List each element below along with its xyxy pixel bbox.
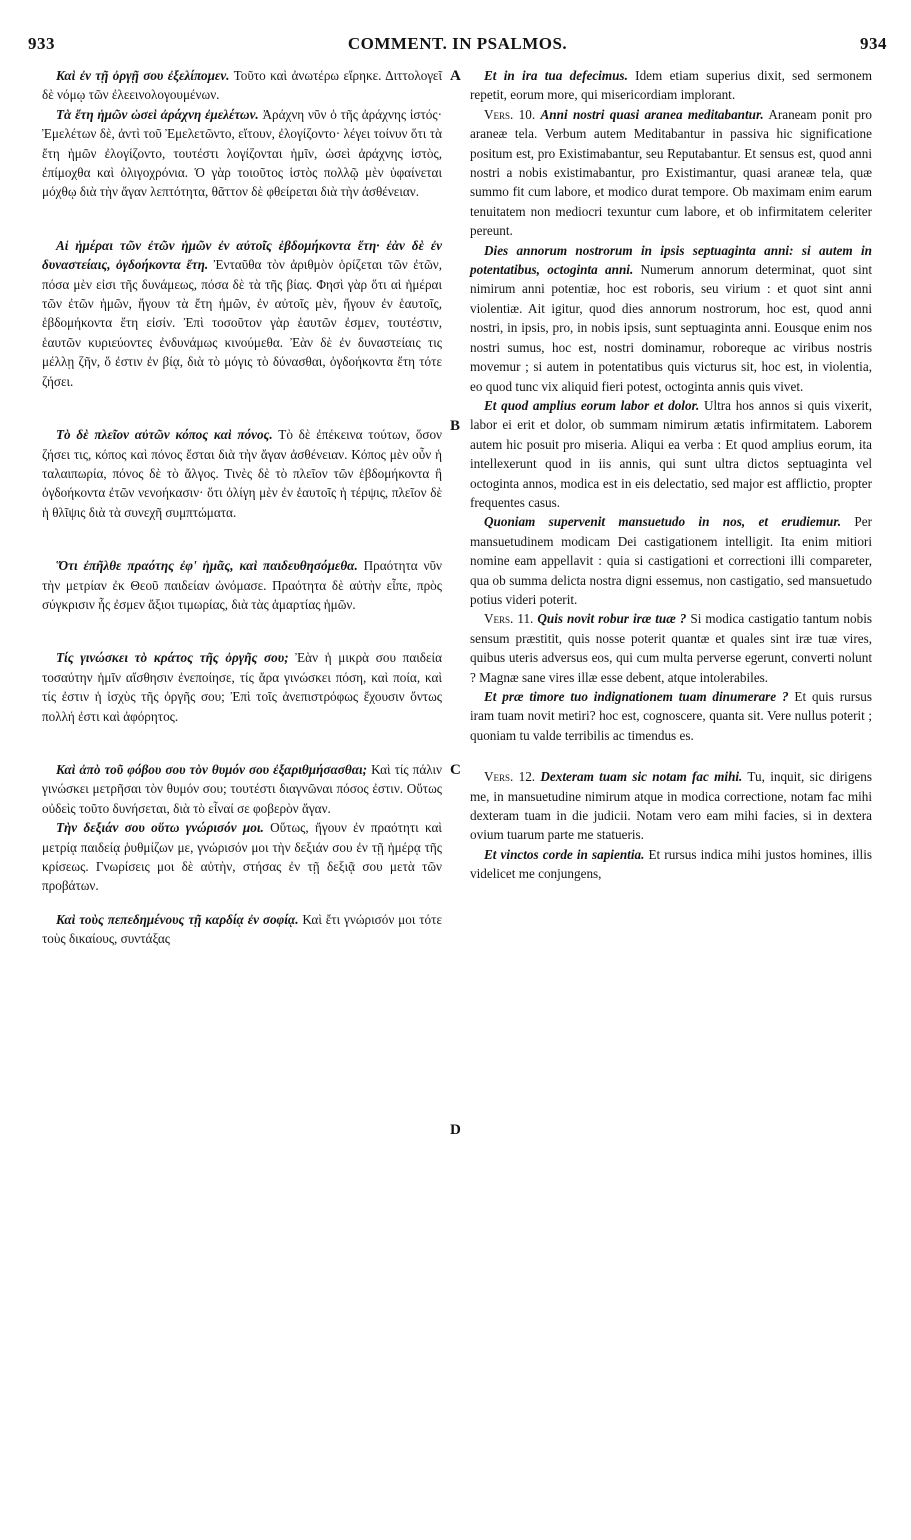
greek-paragraph: [42, 556, 442, 614]
verse-number: Vers. 12.: [484, 769, 536, 785]
latin-paragraph: [470, 767, 872, 845]
latin-lemma: Et vinctos corde in sapientia.: [484, 846, 645, 862]
latin-lemma: Et præ timore tuo indignationem tuam dinumerare ?: [484, 689, 789, 704]
greek-paragraph: [42, 66, 442, 105]
running-title: COMMENT. IN PSALMOS.: [347, 34, 568, 53]
greek-lemma: Καὶ ἐν τῇ ὀργῇ σου ἐξελίπομεν.: [56, 68, 230, 83]
latin-commentary: Et quis rursus iram tuam novit metiri? hoc est, cognoscere, quanta sit. Vere nullus poterit ; quoniam tu valde terribilis ac timendus es.: [470, 689, 872, 743]
greek-commentary: Καὶ ἔτι γνώρισόν μοι τότε τοὺς δικαίους, συντάξας: [42, 911, 442, 947]
latin-lemma: Quoniam supervenit mansuetudo in nos, et erudiemur.: [484, 514, 842, 530]
greek-commentary: Ἀράχνη νῦν ὁ τῆς ἀράχνης ἱστός· Ἐμελέτων δὲ, ἀντὶ τοῦ Ἐμελετῶντο, εἴτουν, ἐλογίζοντο· λέγει τοίνυν ὅτι τὰ ἔτη ἡμῶν ἐλογίζοντο, τουτέστι λογίζονται ἡμῖν, ὡσεὶ ἀράχνης ἱστὸς, ἐπίμοχθα καὶ ὀλιγοχρόνια. Ὁ γὰρ τοιοῦτος ἱστὸς πολλῷ μὲν ὑφαίνεται μόχθῳ διὰ τὴν ἄγαν λεπτότητα, θᾶττον δὲ φθείρεται διὰ τὴν ἀσθένειαν.: [42, 106, 442, 200]
greek-paragraph: [42, 236, 442, 391]
latin-lemma: Anni nostri quasi aranea meditabantur.: [540, 106, 764, 122]
page-header: [28, 34, 887, 58]
greek-paragraph: [42, 760, 442, 818]
latin-commentary: Ultra hos annos si quis vixerit, labor ei erit et dolor, ob summam nimirum ætatis infirmitatem. Laborem autem hic posuit pro miseria. Aliqui ea verba : Et quod amplius eorum, ita intellexerunt quod in iis annis, qui sunt ultra dictos septuaginta vel octoginta annos, modica est in eis delectatio, sed major est afflictio, propter frequentes casus.: [470, 397, 872, 510]
greek-commentary: Ἐὰν ἡ μικρὰ σου παιδεία τοσαύτην ἡμῖν αἴσθησιν ἐνεποίησε, τίς ἄρα γινώσκει πόση, καὶ ποία, καὶ τίς ἐστιν ἡ ἰσχὺς τῆς ὀργῆς σου; Ἐπὶ τοῖς ἀνεπιστρόφως ἔχουσιν ὄντως πολλή ἐστι καὶ ἀφόρητος.: [42, 650, 442, 724]
greek-paragraph: [42, 648, 442, 726]
latin-lemma: Et quod amplius eorum labor et dolor.: [484, 397, 700, 413]
greek-lemma: Τίς γινώσκει τὸ κράτος τῆς ὀργῆς σου;: [56, 650, 289, 666]
latin-paragraph: [470, 105, 872, 241]
latin-paragraph: [470, 241, 872, 396]
greek-paragraph: [42, 818, 442, 896]
margin-marker-c: C: [450, 762, 461, 778]
verse-number: Vers. 11.: [484, 611, 534, 627]
margin-marker-a: A: [450, 68, 461, 84]
latin-paragraph: [470, 66, 872, 105]
greek-commentary: Καὶ τίς πάλιν γινώσκει μετρῆσαι τὸν θυμόν σου; τουτέστι διαγνῶναι πόσος ἐστιν. Οὕτως οὐδεὶς τοῦτο δυνήσεται, διὰ τὸ εἶναί σε φοβερὸν ἄγαν.: [42, 761, 442, 816]
greek-commentary: Ἐνταῦθα τὸν ἀριθμὸν ὁρίζεται τῶν ἐτῶν, πόσα μὲν εἰσι τῆς δυνάμεως, πόσα δὲ τὰ τῆς βίας. Φησὶ γὰρ ὅτι αἱ ἡμέραι τῶν ἐτῶν ἡμῶν, ἤγουν τὰ ἔτη ἡμῶν, ἐν αὐτοῖς μὲν, ἤγουν ἐν ἑαυτοῖς, ἑβδομήκοντα ἔτη εἰσίν. Ἐπὶ τοσοῦτον γὰρ ἑαυτῶν ἐσμεν, τουτέστιν, ἑαυτῶν κυριεύοντες ἐνδυνάμως κινούμεθα. Ἐὰν δὲ ἐν δυναστείαις τις μέλλῃ ζῆν, ὅ ἐστιν ἐν βίᾳ, διὰ τὸ μόγις τὸ δύνασθαι, ὀγδοήκοντα ἔτη τότε ζήσει.: [42, 257, 443, 389]
latin-paragraph: [470, 396, 872, 512]
verse-number: Vers. 10.: [484, 106, 536, 122]
greek-lemma: Ὅτι ἐπῆλθε πραότης ἐφ' ἡμᾶς, καὶ παιδευθησόμεθα.: [56, 558, 358, 574]
latin-paragraph: [470, 687, 872, 745]
greek-commentary: Οὕτως, ἤγουν ἐν πραότητι καὶ μετρίᾳ παιδείᾳ ῥυθμίζων με, γνώρισόν μοι τὴν δεξιάν σου ἐν τῇ ἡμέρᾳ τῆς κρίσεως. Γνωρίσεις μοι δὲ αὐτὴν, στήσας ἐν τῇ δεξιᾷ σου μετὰ τῶν προβάτων.: [42, 820, 442, 894]
latin-lemma: Dies annorum nostrorum in ipsis septuaginta anni: si autem in potentatibus, octoginta anni.: [470, 242, 872, 278]
latin-column: [470, 66, 872, 884]
greek-commentary: Πραότητα νῦν τὴν μετρίαν ἐκ Θεοῦ παιδείαν ὠνόμασε. Πραότητα δὲ αὐτὴν εἶπε, πρὸς σύγκρισιν ἧς ἐσμεν ἄξιοι τιμωρίας, διὰ τὰς ἁμαρτίας ἡμῶν.: [42, 558, 443, 612]
greek-paragraph: [42, 910, 442, 949]
latin-paragraph: [470, 845, 872, 884]
latin-paragraph: [470, 609, 872, 687]
latin-commentary: Per mansuetudinem modicam Dei castigationem intelligit. Ita enim mitiori nomine eam appellavit : quia si castigationi et correctioni illi compareter, qua ob summa delicta nostra digni essemus, non castigatio, sed mansuetudo potius videri poterit.: [470, 514, 872, 607]
latin-lemma: Dexteram tuam sic notam fac mihi.: [540, 769, 743, 785]
latin-commentary: Araneam ponit pro araneæ tela. Verbum autem Meditabantur in passiva hic significatione positum est, pro Existimabantur, seu Reputabantur. Et sensus est, quod anni nostri a nobis existimabantur, pro Existimantur, quasi araneæ tela, quæ summo fit cum labore, et modico durat tempore. Ob maximam enim earum tenuitatem non mediocri texuntur cum labore, et ob infirmitatem celeriter pereunt.: [470, 106, 872, 239]
latin-commentary: Tu, inquit, sic dirigens me, in mansuetudine nimirum atque in modica correctione, notam fac mihi dexteram tuam in die judicii. Notam vero eam mihi facies, si in dextera ovium tuarum parte me statueris.: [470, 769, 872, 843]
margin-marker-b: B: [450, 418, 461, 434]
latin-lemma: Et in ira tua defecimus.: [484, 68, 628, 83]
greek-commentary: Τοῦτο καὶ ἀνωτέρω εἴρηκε. Διττολογεῖ δὲ νόμῳ τῶν ἐλεεινολογουμένων.: [42, 68, 442, 103]
latin-commentary: Et rursus indica mihi justos homines, illis videlicet me conjungens,: [470, 846, 872, 882]
greek-lemma: Τὴν δεξιάν σου οὕτω γνώρισόν μοι.: [56, 820, 264, 836]
greek-column: [42, 66, 442, 949]
greek-paragraph: [42, 105, 442, 202]
greek-lemma: Τὸ δὲ πλεῖον αὐτῶν κόπος καὶ πόνος.: [56, 427, 273, 443]
greek-lemma: Αἱ ἡμέραι τῶν ἐτῶν ἡμῶν ἐν αὐτοῖς ἑβδομήκοντα ἔτη· ἐὰν δὲ ἐν δυναστείαις, ὀγδοήκοντα ἔτη.: [42, 237, 442, 273]
page-number-left: 933: [28, 34, 55, 53]
margin-marker-d: D: [450, 1122, 461, 1138]
greek-lemma: Καὶ τοὺς πεπεδημένους τῇ καρδίᾳ ἐν σοφίᾳ.: [56, 911, 299, 927]
latin-lemma: Quis novit robur iræ tuæ ?: [537, 611, 687, 627]
page-number-right: 934: [860, 34, 887, 53]
latin-paragraph: [470, 512, 872, 609]
latin-commentary: Numerum annorum determinat, quot sint nimirum anni potentiæ, hoc est roboris, seu virium : et quot sint anni violentiæ. Ait igitur, quod dies annorum nostrorum, hoc est, quod anni nostri, in ipsis, pro, in nobis ipsis, sunt septuaginta anni. Eousque enim nos nostri sumus, hoc est, nostri dominamur, roboreque ac viribus nostris movemur ; si autem in potentatibus quis victurus sit, hoc est, in violentia, eo quod tunc vix aliquid fieri potest, octoginta annis quis vivet.: [470, 262, 872, 394]
greek-lemma: Καὶ ἀπὸ τοῦ φόβου σου τὸν θυμόν σου ἐξαριθμήσασθαι;: [56, 761, 368, 777]
latin-commentary: Si modica castigatio tantum nobis sensum præstitit, quis nosse poterit quantæ et quales sint iræ tuæ vires, quibus uteris adversus eos, qui cum multa perverse egerunt, converti nolunt ? Magnæ sane vires illæ esse debent, atque intolerabiles.: [470, 611, 873, 685]
latin-commentary: Idem etiam superius dixit, sed sermonem repetit, eorum more, qui misericordiam implorant.: [470, 68, 872, 103]
greek-paragraph: [42, 425, 442, 522]
greek-lemma: Τὰ ἔτη ἡμῶν ὡσεὶ ἀράχνη ἐμελέτων.: [56, 106, 259, 122]
greek-commentary: Τὸ δὲ ἐπέκεινα τούτων, ὅσον ζήσει τις, κόπος καὶ πόνος ἔσται διὰ τὴν ἄγαν ἀσθένειαν. Κόπος μὲν οὖν ἡ ταλαιπωρία, πόνος δὲ τὸ ἄλγος. Τινὲς δὲ τὸ πλεῖον τῶν ἑβδομήκοντα ἢ ὀγδοήκοντα ἐτῶν νενοήκασιν· ὅτι ὀλίγη μὲν ἐν ἑαυτοῖς ἡ τέρψις, πλεῖον δὲ ἡ θλῖψις διὰ τὰ συνεχῆ συμπτώματα.: [42, 427, 442, 520]
